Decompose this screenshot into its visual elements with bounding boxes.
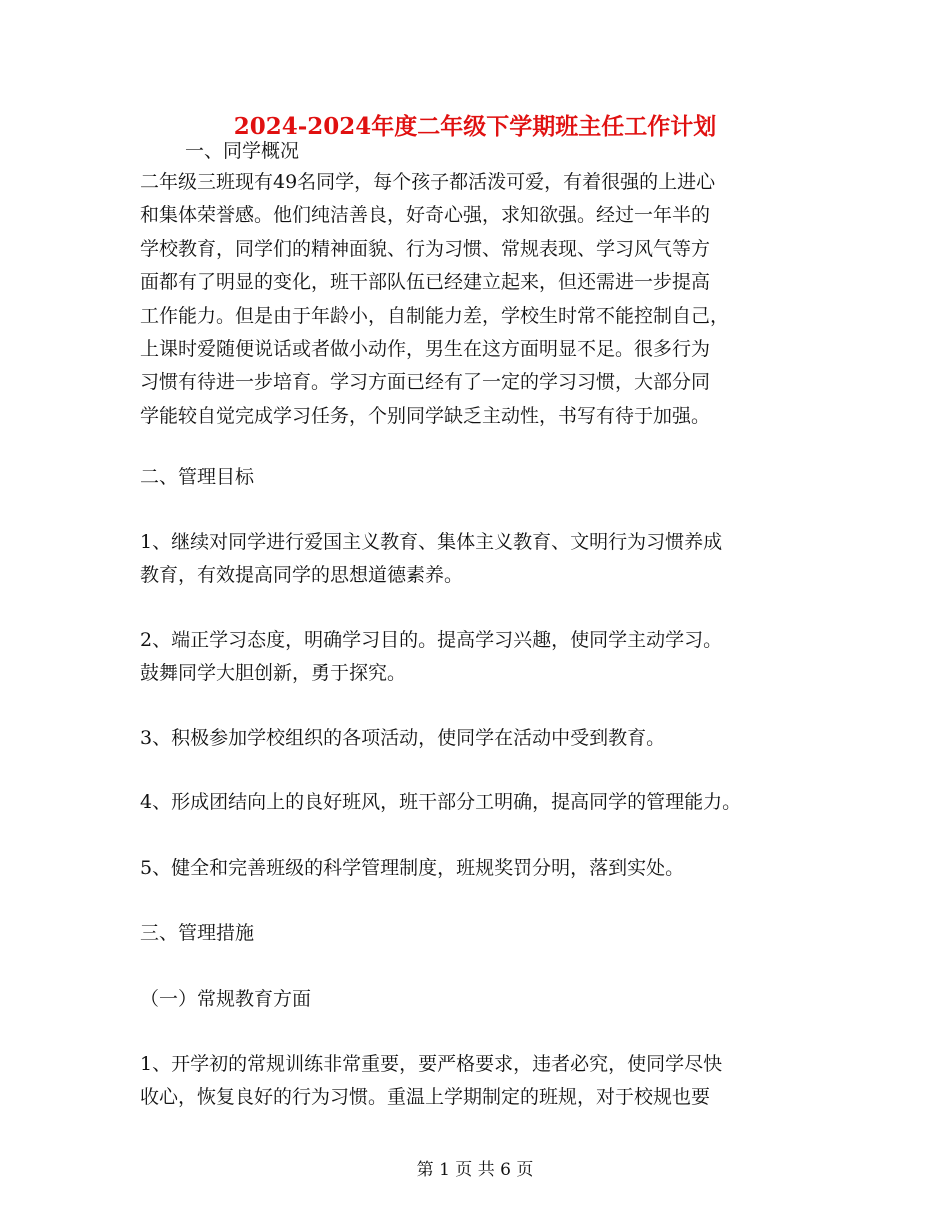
paragraph-line: 1、开学初的常规训练非常重要，要严格要求，违者必究，使同学尽快 xyxy=(140,1053,723,1075)
paragraph-line: 1、继续对同学进行爱国主义教育、集体主义教育、文明行为习惯养成 xyxy=(140,531,723,553)
paragraph-line: 教育，有效提高同学的思想道德素养。 xyxy=(140,564,464,587)
paragraph-line: 2、端正学习态度，明确学习目的。提高学习兴趣，使同学主动学习。 xyxy=(140,629,723,651)
measure-item-1 xyxy=(140,1048,830,1115)
paragraph-line: 学校教育，同学们的精神面貌、行为习惯、常规表现、学习风气等方 xyxy=(140,237,711,260)
section-heading-measures: 三、管理措施 xyxy=(140,922,255,944)
paragraph-line: 习惯有待进一步培育。学习方面已经有了一定的学习习惯，大部分同 xyxy=(140,371,711,394)
overview-paragraph xyxy=(140,166,830,433)
paragraph-line: 学能较自觉完成学习任务，个别同学缺乏主动性，书写有待于加强。 xyxy=(140,404,711,427)
subsection-heading-routine: （一）常规教育方面 xyxy=(140,988,312,1010)
document-title: 2024-2024年度二年级下学期班主任工作计划 xyxy=(233,113,717,140)
paragraph-line: 和集体荣誉感。他们纯洁善良，好奇心强，求知欲强。经过一年半的 xyxy=(140,204,711,227)
section-heading-overview: 一、同学概况 xyxy=(185,140,300,162)
paragraph-line: 面都有了明显的变化，班干部队伍已经建立起来，但还需进一步提高 xyxy=(140,271,711,294)
paragraph-line: 工作能力。但是由于年龄小，自制能力差，学校生时常不能控制自己， xyxy=(140,304,730,327)
paragraph-line: 上课时爱随便说话或者做小动作，男生在这方面明显不足。很多行为 xyxy=(140,338,711,361)
goal-item-2 xyxy=(140,624,830,691)
goal-item-3: 3、积极参加学校组织的各项活动，使同学在活动中受到教育。 xyxy=(140,727,666,749)
goal-item-1 xyxy=(140,526,830,593)
section-heading-goals: 二、管理目标 xyxy=(140,466,255,488)
goal-item-5: 5、健全和完善班级的科学管理制度，班规奖罚分明，落到实处。 xyxy=(140,857,685,879)
goal-item-4: 4、形成团结向上的良好班风，班干部分工明确，提高同学的管理能力。 xyxy=(140,791,742,813)
paragraph-line: 二年级三班现有49名同学，每个孩子都活泼可爱，有着很强的上进心 xyxy=(140,171,716,193)
page-footer: 第 1 页 共 6 页 xyxy=(416,1160,534,1180)
paragraph-line: 收心，恢复良好的行为习惯。重温上学期制定的班规，对于校规也要 xyxy=(140,1086,711,1109)
paragraph-line: 鼓舞同学大胆创新，勇于探究。 xyxy=(140,662,407,685)
